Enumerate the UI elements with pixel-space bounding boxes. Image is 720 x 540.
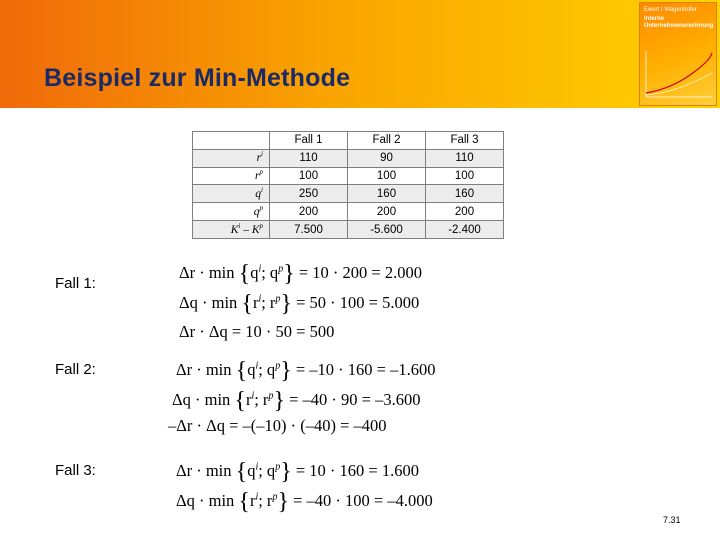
table-cell: 110: [426, 149, 504, 167]
table-header-cell: Fall 3: [426, 132, 504, 150]
table-cell: 200: [348, 203, 426, 221]
formula-fall-2-line-2: $\Delta q \cdot \min \{r^i$; $r^p\} = -40 \cdot 90 = -3.600$: [172, 388, 421, 414]
table-row: [193, 167, 504, 185]
table-cell: 200: [426, 203, 504, 221]
book-cover-title-1: Interne: [644, 16, 665, 22]
formula-fall-1-line-3: Δr · Δq = 10 · 50 = 500: [179, 322, 335, 341]
table-cell: 160: [426, 185, 504, 203]
row-label: $r^i$: [193, 149, 270, 167]
page-number: 7.31: [663, 515, 681, 525]
data-table: [192, 131, 504, 239]
case-label-fall-2: Fall 2:: [55, 361, 96, 378]
row-label: $q^i$: [193, 185, 270, 203]
table-cell: -5.600: [348, 221, 426, 239]
table-cell: 110: [270, 149, 348, 167]
row-label: $q^p$: [193, 203, 270, 221]
table-header-cell: Fall 1: [270, 132, 348, 150]
table-cell: 7.500: [270, 221, 348, 239]
table-row: [193, 221, 504, 239]
page-title: Beispiel zur Min-Methode: [44, 64, 351, 92]
table-row: [193, 149, 504, 167]
table-cell: 100: [270, 167, 348, 185]
formula-fall-1-line-2: $\Delta q \cdot \min \{r^i$; $r^p\} = 50 \cdot 100 = 5.000$: [179, 291, 420, 317]
case-label-fall-1: Fall 1:: [55, 275, 96, 292]
table-header-cell: [193, 132, 270, 150]
formula-fall-2-line-1: $\Delta r \cdot \min \{q^i$; $q^p\} = -10 \cdot 160 = -1.600$: [176, 358, 436, 384]
table-cell: -2.400: [426, 221, 504, 239]
formula-fall-3-line-2: $\Delta q \cdot \min \{r^i$; $r^p\} = -40 \cdot 100 = -4.000$: [176, 489, 433, 515]
table-cell: 160: [348, 185, 426, 203]
table-header-row: [193, 132, 504, 150]
case-label-fall-3: Fall 3:: [55, 462, 96, 479]
row-label: $r^p$: [193, 167, 270, 185]
table-cell: 90: [348, 149, 426, 167]
book-cover-authors: Ewert / Wagenhofer: [644, 7, 697, 13]
table-cell: 200: [270, 203, 348, 221]
table-cell: 250: [270, 185, 348, 203]
book-cover-image: [639, 2, 717, 106]
table-cell: 100: [426, 167, 504, 185]
table-row: [193, 185, 504, 203]
table-row: [193, 203, 504, 221]
table-cell: 100: [348, 167, 426, 185]
row-label: $K^i - K^p$: [193, 221, 270, 239]
table-header-cell: Fall 2: [348, 132, 426, 150]
formula-fall-1-line-1: $\Delta r \cdot \min \{q^i$; $q^p\} = 10 \cdot 200 = 2.000$: [179, 261, 422, 287]
formula-fall-3-line-1: $\Delta r \cdot \min \{q^i$; $q^p\} = 10 \cdot 160 = 1.600$: [176, 459, 419, 485]
book-cover-graphic: [640, 43, 718, 103]
formula-fall-2-line-3: –Δr · Δq = –(–10) · (–40) = –400: [168, 416, 387, 435]
book-cover-title-2: Unternehmensrechnung: [644, 23, 714, 29]
